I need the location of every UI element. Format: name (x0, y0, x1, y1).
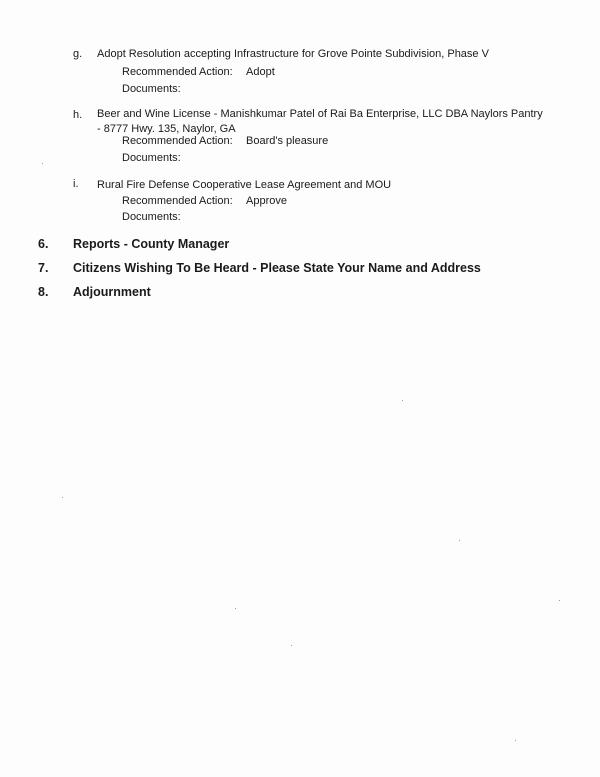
agenda-item-title: Adjournment (73, 285, 151, 299)
agenda-subitem-i (0, 177, 600, 227)
agenda-item-number: 6. (38, 237, 49, 251)
scan-speck (235, 608, 236, 609)
recommended-action-value: Adopt (246, 66, 275, 78)
recommended-action-label: Recommended Action: (122, 66, 233, 78)
scan-speck (515, 740, 516, 741)
recommended-action-row (122, 134, 328, 148)
subitem-letter: g. (73, 48, 83, 60)
scan-speck (62, 497, 63, 498)
documents-label: Documents: (122, 83, 181, 95)
subitem-title: Rural Fire Defense Cooperative Lease Agreement and MOU (97, 179, 392, 191)
agenda-item-title: Citizens Wishing To Be Heard - Please State Your Name and Address (73, 261, 481, 275)
recommended-action-label: Recommended Action: (122, 195, 233, 207)
agenda-subitem-g (0, 47, 600, 97)
recommended-action-value: Board's pleasure (246, 135, 329, 147)
scan-speck (42, 163, 43, 164)
documents-row (122, 151, 246, 165)
documents-label: Documents: (122, 152, 181, 164)
agenda-item-number: 7. (38, 261, 49, 275)
subitem-title: Beer and Wine License - Manishkumar Patel of Rai Ba Enterprise, LLC DBA Naylors Pantry - 8777 Hwy. 135, Naylor, GA (97, 108, 543, 135)
recommended-action-value: Approve (246, 195, 287, 207)
recommended-action-row (122, 194, 287, 208)
subitem-letter: h. (73, 109, 83, 121)
documents-row (122, 210, 246, 224)
recommended-action-row (122, 65, 275, 79)
scan-speck (459, 540, 460, 541)
agenda-subitem-h (0, 107, 600, 167)
documents-row (122, 82, 246, 96)
scan-speck (402, 400, 403, 401)
scan-speck (559, 600, 560, 601)
recommended-action-label: Recommended Action: (122, 135, 233, 147)
agenda-item-number: 8. (38, 285, 49, 299)
documents-label: Documents: (122, 211, 181, 223)
subitem-letter: i. (73, 178, 79, 190)
scan-speck (291, 645, 292, 646)
agenda-item-title: Reports - County Manager (73, 237, 230, 251)
subitem-title: Adopt Resolution accepting Infrastructure for Grove Pointe Subdivision, Phase V (97, 48, 489, 60)
